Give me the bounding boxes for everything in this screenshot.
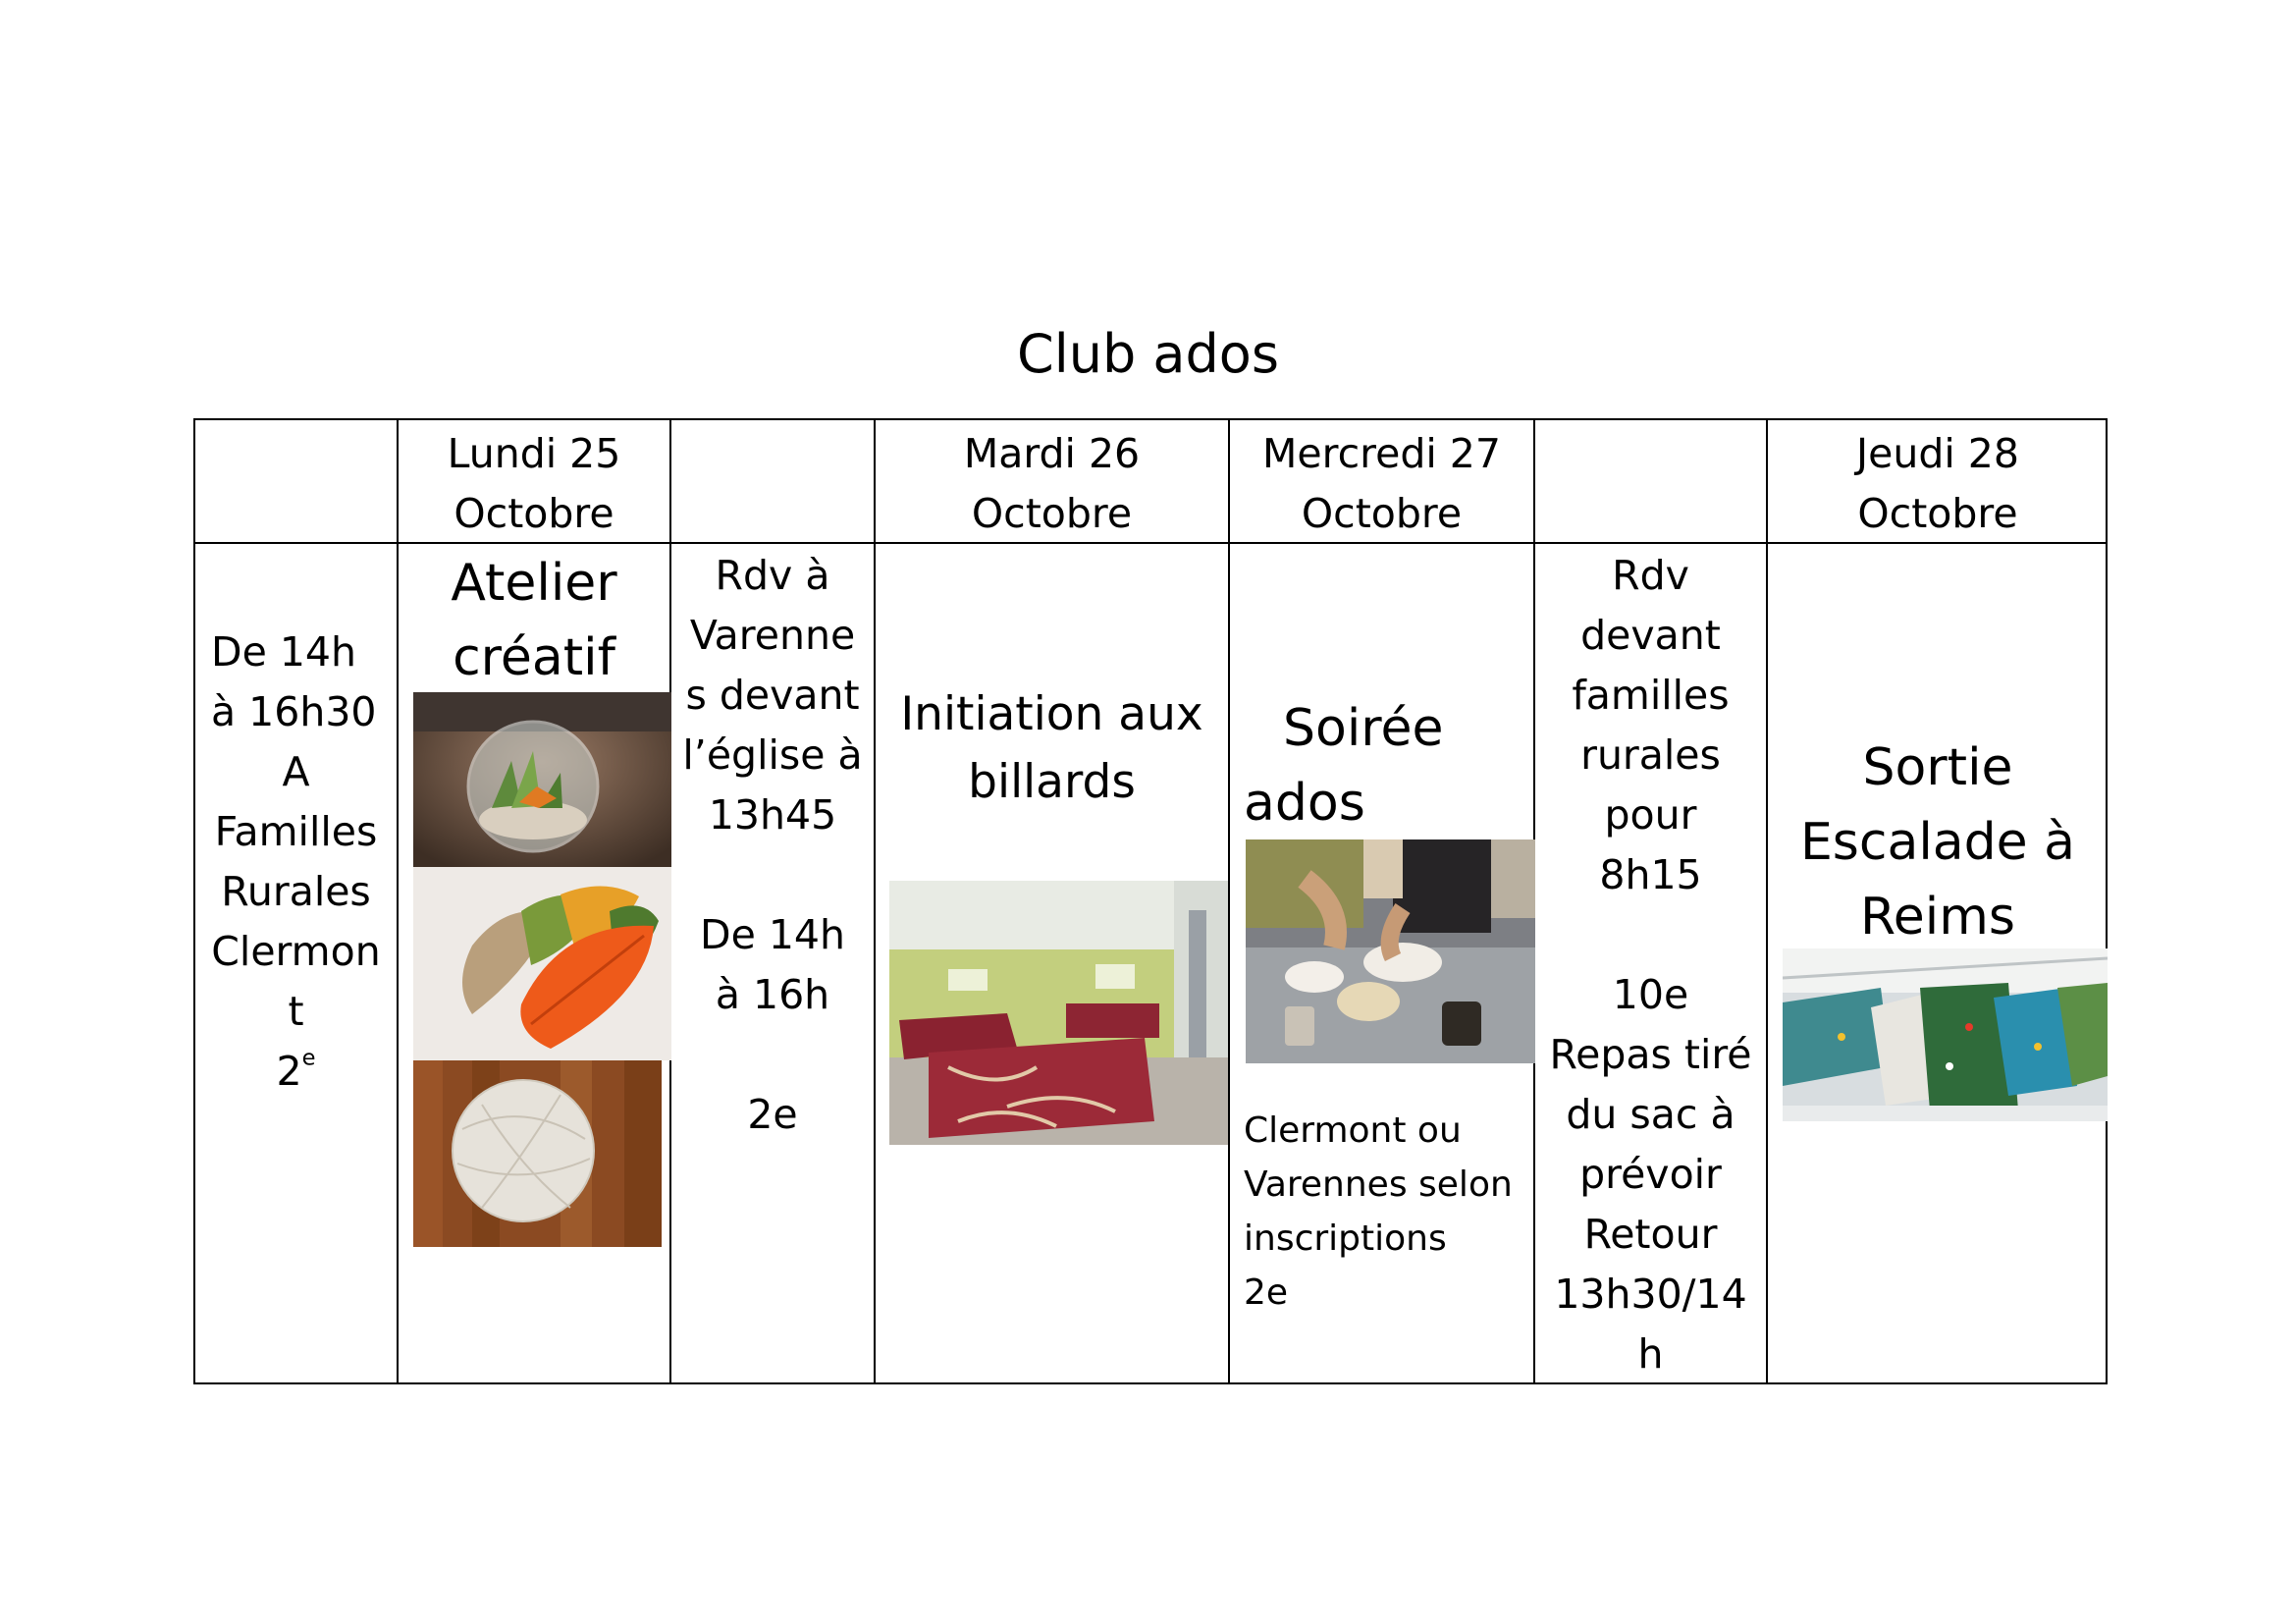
jeudi-activity-line-1: Sortie	[1862, 738, 2013, 797]
time-end: à 16h30	[211, 688, 377, 735]
header-mardi-month: Octobre	[971, 490, 1133, 537]
header-lundi	[399, 422, 669, 542]
mercredi-note-2: Varennes selon	[1244, 1164, 1513, 1205]
time-start: De 14h	[211, 628, 356, 676]
rdv-line-3: s devant	[685, 672, 860, 719]
activity-end: à 16h	[715, 971, 830, 1018]
header-mardi-day: Mardi 26	[963, 430, 1141, 477]
rdv2-line-4: rurales	[1580, 731, 1721, 779]
lundi-activity-line-2: créatif	[453, 628, 615, 687]
page-title: Club ados	[1017, 323, 1279, 385]
billiard-room-photo	[889, 881, 1228, 1145]
rdv-line-4: l’église à	[682, 731, 863, 779]
rdv2-line-3: familles	[1572, 672, 1730, 719]
rdv-time: 13h45	[708, 791, 837, 839]
price: 2e	[276, 1045, 316, 1095]
return-label: Retour	[1583, 1211, 1718, 1258]
rdv-price: 2e	[747, 1091, 798, 1138]
lundi-activity-line-1: Atelier	[451, 554, 617, 613]
schedule-table	[193, 418, 2108, 1384]
rdv2-price: 10e	[1612, 971, 1689, 1018]
header-mardi	[876, 422, 1228, 542]
column-divider	[874, 420, 876, 1382]
time-place-cell	[195, 623, 397, 1102]
paper-lantern-photo	[413, 1060, 662, 1247]
terrarium-photo	[413, 692, 671, 867]
place-line-4: t	[288, 988, 304, 1035]
mercredi-note-1: Clermont ou	[1244, 1110, 1462, 1151]
mercredi-notes	[1230, 1104, 1533, 1320]
spacer	[671, 845, 874, 905]
rdv-line-1: Rdv à	[715, 552, 830, 599]
header-jeudi	[1768, 422, 2108, 542]
macrame-leaves-photo	[413, 867, 671, 1060]
header-lundi-day: Lundi 25	[447, 430, 621, 477]
meal-line-3: prévoir	[1579, 1151, 1722, 1198]
spacer	[671, 1025, 874, 1085]
mercredi-activity-line-2: ados	[1244, 774, 1365, 833]
meal-line-2: du sac à	[1566, 1091, 1735, 1138]
place-line-1: Familles	[214, 808, 378, 855]
header-mercredi-month: Octobre	[1301, 490, 1463, 537]
spacer	[1535, 905, 1766, 965]
rdv2-time: 8h15	[1599, 851, 1702, 898]
header-jeudi-day: Jeudi 28	[1856, 430, 2019, 477]
jeudi-activity-line-2: Escalade à	[1799, 813, 2076, 872]
mercredi-activity	[1230, 691, 1533, 840]
lundi-activity	[399, 546, 669, 695]
mardi-activity-line-2: billards	[968, 755, 1136, 809]
climbing-gym-photo	[1783, 948, 2108, 1121]
jeudi-activity-line-3: Reims	[1860, 888, 2015, 947]
lundi-rdv-cell	[671, 420, 874, 1145]
header-mercredi-day: Mercredi 27	[1262, 430, 1501, 477]
header-mercredi	[1230, 422, 1533, 542]
place-prefix: A	[282, 748, 310, 795]
cooking-photo	[1246, 839, 1535, 1063]
rdv2-line-5: pour	[1604, 791, 1697, 839]
jeudi-activity	[1768, 731, 2108, 954]
mardi-activity	[876, 680, 1228, 816]
mercredi-note-3: inscriptions	[1244, 1218, 1447, 1259]
rdv2-line-2: devant	[1580, 612, 1721, 659]
activity-start: De 14h	[700, 911, 845, 958]
jeudi-rdv-cell	[1535, 420, 1766, 1384]
return-time-end: h	[1637, 1330, 1664, 1378]
return-time: 13h30/14	[1554, 1271, 1747, 1318]
place-line-2: Rurales	[221, 868, 371, 915]
mardi-activity-line-1: Initiation aux	[900, 687, 1203, 741]
rdv2-line-1: Rdv	[1612, 552, 1689, 599]
meal-line-1: Repas tiré	[1549, 1031, 1752, 1078]
header-jeudi-month: Octobre	[1857, 490, 2018, 537]
mercredi-activity-line-1: Soirée	[1283, 699, 1444, 758]
rdv-line-2: Varenne	[689, 612, 856, 659]
place-line-3: Clermon	[211, 928, 381, 975]
header-lundi-month: Octobre	[454, 490, 614, 537]
mercredi-price: 2e	[1244, 1272, 1289, 1313]
